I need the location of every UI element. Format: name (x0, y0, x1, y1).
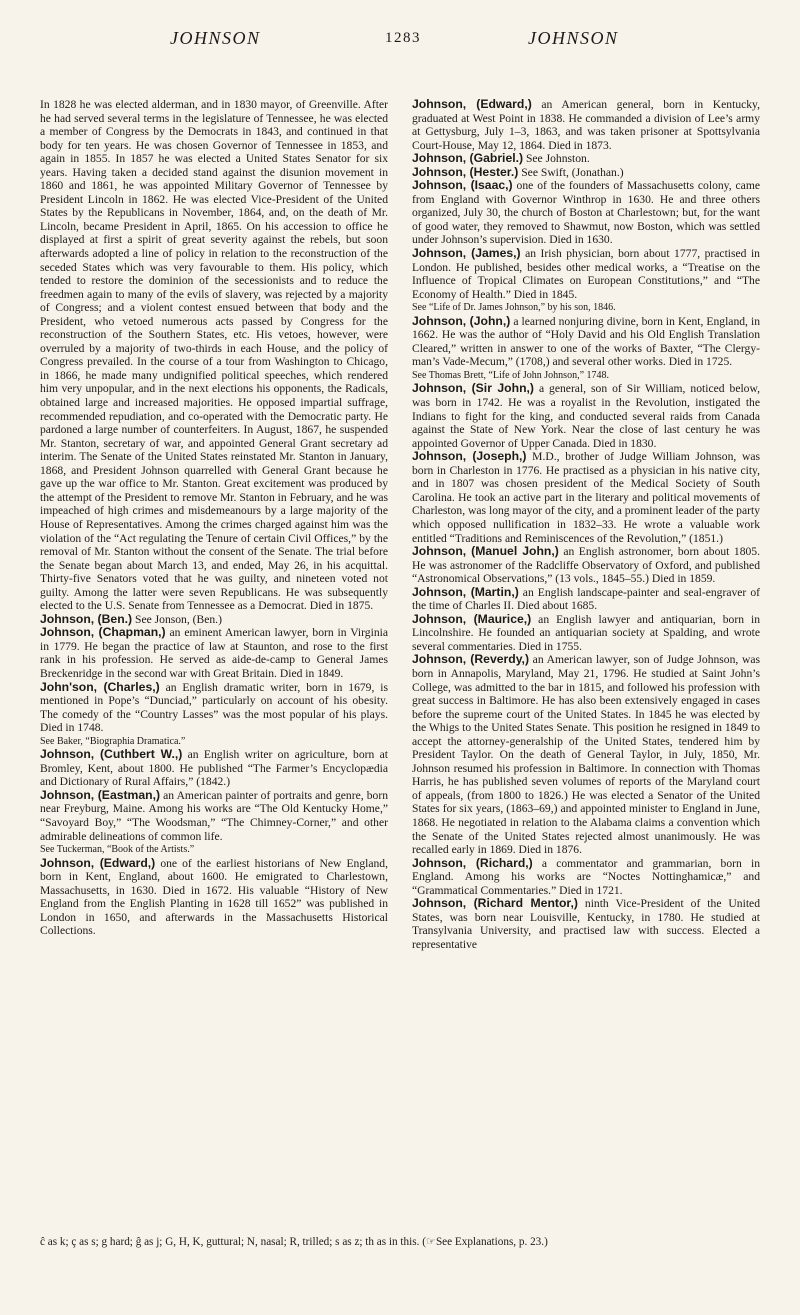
dictionary-entry (412, 179, 760, 247)
reference-note: See Tuckerman, “Book of the Artists.” (40, 844, 195, 856)
entry-text: See Swift, (Jonathan.) (518, 165, 624, 179)
dictionary-entry (412, 166, 760, 180)
entry-text: one of the earliest historians of New England, born in Kent, England, about 1600. He emigrated to Charlestown, Massachusetts, in 1630. Died in 1672. His valuable “History of New England from the English Planting in 1628 till 1652” was published in London in 1650, and afterwards in the Massachusetts Historical Collections. (40, 856, 389, 938)
entry-text: a general, son of Sir William, noticed below, was born in 1742. He was a royalist in the Revolution, instigated the Indians to fight for the king, and conducted several raids from Canada against the State of New York. Near the close of last century he was appointed Governor of Upper Canada. Died in 1830. (412, 382, 761, 450)
reference-note: See Thomas Brett, “Life of John Johnson,” 1748. (412, 369, 610, 381)
entry-headword: Johnson, (Sir John,) (412, 381, 534, 396)
dictionary-entry (412, 586, 760, 613)
dictionary-entry (412, 613, 760, 654)
entry-text: an English writer on agriculture, born at Bromley, Kent, about 1800. He published “The Farmer’s Encyclopædia and Dictionary of Rural Affairs,” (1842.) (40, 748, 388, 789)
reference-note: See “Life of Dr. James Johnson,” by his son, 1846. (412, 302, 616, 314)
entry-text: an American general, born in Kentucky, graduated at West Point in 1838. He commanded a division of Lee’s army at Gettysburg, July 1–3, 1863, and was taken prisoner at Spottsylvania Court-House, May 12, 1864. Died in 1873. (412, 98, 760, 152)
dictionary-entry (412, 315, 760, 369)
entry-headword: John'son, (Charles,) (40, 679, 160, 694)
dictionary-entry (412, 382, 760, 450)
entry-text: an eminent American lawyer, born in Virginia in 1779. He began the practice of law at Staunton, and rose to the first rank in his profession. He served as aide-de-camp to General James Breckenridge in the second war with Great Britain. Died in 1849. (40, 626, 388, 680)
entry-headword: Johnson, (Maurice,) (412, 611, 532, 626)
entry-headword: Johnson, (John,) (412, 313, 511, 328)
entry-text: one of the founders of Massachusetts colony, came from England with Governor Winthrop in 1630. He and three others organized, July 30, the church of Boston at Charlestown; but, for the want of good water, they removed to Shawmut, now Boston, which was settled under Johnson’s supervision. Died in 1630. (412, 179, 760, 247)
entry-text: a learned nonjuring divine, born in Kent, England, in 1662. He was the author of “Holy David and his Old English Translation Cleared,” written in answer to one of the works of Baxter, “The Clergy-man’s Vade-Mecum,” (1708,) and several other works. Died in 1725. (412, 314, 760, 369)
pronunciation-key-text: ĉ as k; ç as s; g hard; ĝ as j; G, H, K, guttural; N, nasal; R, trilled; s as z; th as in this. (40, 1236, 420, 1248)
dictionary-entry (412, 450, 760, 545)
dictionary-entry (40, 626, 388, 680)
explanations-note: (☞See Explanations, p. 23.) (422, 1236, 548, 1248)
dictionary-entry (412, 247, 760, 301)
entry-headword: Johnson, (Chapman,) (40, 625, 166, 640)
entry-text: an English dramatic writer, born in 1679, is mentioned in Pope’s “Dunciad,” particularly on account of his obesity. The comedy of the “Country Lasses” was the most popular of his plays. Died in 1748. (40, 680, 388, 735)
entry-headword: Johnson, (Joseph,) (412, 449, 527, 464)
entry-text: ninth Vice-President of the United States, was born near Louisville, Kentucky, in 1780. He studied at Transylvania University, and practised law with success. Elected a representative (412, 897, 760, 951)
entry-headword: Johnson, (Edward,) (412, 97, 532, 111)
entry-text: See Johnston. (523, 152, 590, 166)
entry-headword: Johnson, (James,) (412, 246, 521, 261)
entry-headword: Johnson, (Reverdy,) (412, 652, 530, 667)
entry-text: an Irish physician, born about 1777, practised in London. He published, besides other medical works, a “Treatise on the Influence of Tropical Climates on European Constitutions,” and “The Economy of Health.” Died in 1845. (412, 247, 760, 301)
page-number: 1283 (385, 30, 421, 46)
entry-headword: Johnson, (Manuel John,) (412, 544, 559, 559)
entry-text: an English lawyer and antiquarian, born in Lincolnshire. He founded an antiquarian society at Spalding, and wrote several commentaries. Died in 1755. (412, 612, 760, 653)
dictionary-entry (40, 857, 388, 938)
dictionary-entry (412, 897, 760, 951)
entry-headword: Johnson, (Richard,) (412, 855, 533, 870)
dictionary-entry (40, 748, 388, 789)
entry-text: See Jonson, (Ben.) (132, 612, 222, 626)
entry-headword: Johnson, (Ben.) (40, 611, 133, 626)
dictionary-entry (40, 789, 388, 843)
entry-text: a commentator and grammarian, born in England. Among his works are “Noctes Nottinghamicæ,” and “Grammatical Commentaries.” Died in 1721. (412, 856, 761, 897)
entry-headword: Johnson, (Cuthbert W.,) (40, 747, 183, 762)
reference-note: See Baker, “Biographia Dramatica.” (40, 735, 186, 747)
right-column (412, 98, 760, 951)
entry-headword: Johnson, (Isaac,) (412, 178, 513, 193)
entry-headword: Johnson, (Eastman,) (40, 787, 161, 802)
entry-headword: Johnson, (Edward,) (40, 855, 156, 870)
dictionary-entry (412, 152, 760, 166)
text-columns (40, 98, 760, 951)
dictionary-entry (412, 545, 760, 586)
entry-text: M.D., brother of Judge William Johnson, was born in Charleston in 1776. He practised as a physician in his native city, and in 1807 was chosen president of the Medical Society of South Carolina. He took an active part in the literary and political movements of Charleston, was long mayor of the city, and a prominent leader of the party which opposed nullification in 1832–33. He wrote a valuable work entitled “Traditions and Reminiscences of the Revolution,” (1851.) (412, 450, 760, 545)
entry-headword: Johnson, (Hester.) (412, 164, 519, 179)
entry-text: an American painter of portraits and genre, born near Freyburg, Maine. Among his works are “The Old Kentucky Home,” “Savoyard Boy,” “The Woodsman,” “The Chimney-Corner,” and other admirable delineations of common life. (40, 788, 388, 843)
entry-headword: Johnson, (Richard Mentor,) (412, 896, 578, 911)
dictionary-entry (412, 857, 760, 898)
entry-text: an English landscape-painter and seal-engraver of the time of Charles II. Died about 1685. (412, 585, 760, 613)
header-left-word: JOHNSON (170, 28, 261, 48)
dictionary-entry (412, 653, 760, 856)
entry-headword: Johnson, (Gabriel.) (412, 151, 524, 166)
running-head (0, 28, 800, 58)
entry-headword: Johnson, (Martin,) (412, 584, 519, 599)
dictionary-entry (40, 613, 388, 627)
entry-text: an English astronomer, born about 1805. He was astronomer of the Radcliffe Observatory of Oxford, and published “Astronomical Observations,” (13 vols., 1845–55.) Died in 1859. (412, 545, 760, 586)
entry-text: In 1828 he was elected alderman, and in 1830 mayor, of Greenville. After he had served several terms in the legislature of Tennessee, he was elected a member of Congress by the Democrats in 1843, and continued in that body for ten years. He was chosen Governor of Tennessee in 1853, and again in 1855. In 1857 he was elected a United States Senator for six years. Having taken a decided stand against the disunion movement in 1860 and 1861, he was appointed Military Governor of Tennessee by President Lincoln in 1862. He was elected Vice-President of the United States by the Republicans in November, 1864, and, on the death of Mr. Lincoln, became President in April, 1865. On his accession to office he displayed at first a spirit of great severity against the rebels, but soon afterwards adopted a line of policy in relation to the reconstruction of the seceded States which was very favourable to them. His policy, which tended to restore the dominion of the secessionists and to reduce the freedmen again to many of the evils of slavery, was rejected by a majority of Congress; and a violent contest ensued between that body and the President, who vetoed numerous acts passed by Congress for the reconstruction of the Southern States, etc. His vetoes, however, were overruled by a majority of two-thirds in each House, and the policy of Congress prevailed. In the course of a tour from Washington to Chicago, in 1866, he made many undignified political speeches, which rendered him very unpopular, and in the next elections his opponents, the Radicals, obtained large and increased majorities. He opposed impartial suffrage, recommended repudiation, and co-operated with the Democratic party. He pardoned a large number of counterfeiters. In August, 1867, he suspended Mr. Stanton, secretary of war, and appointed General Grant secretary ad interim. The Senate of the United States reinstated Mr. Stanton in January, 1868, and President Johnson quarrelled with General Grant because he gave up the war office to Mr. Stanton. Great excitement was produced by the attempt of the President to remove Mr. Stanton in February, and he was impeached of high crimes and misdemeanours by a large majority of the House of Representatives. Among the crimes charged against him was the violation of the “Act regulating the Tenure of certain Civil Offices,” by the removal of Mr. Stanton without the consent of the Senate. The trial before the Senate began about March 13, and ended, May 26, in his acquittal. Thirty-five Senators voted that he was guilty, and nineteen voted not guilty. Among the latter were seven Republicans. He was subsequently elected to the U.S. Senate from Tennessee as a Democrat. Died in 1875. (40, 98, 388, 613)
dictionary-entry (412, 98, 760, 152)
entry-text: an American lawyer, son of Judge Johnson, was born in Annapolis, Maryland, May 21, 1796. He studied at Saint John’s College, was admitted to the bar in 1815, and followed his profession with great success in Baltimore. He has also been extensively engaged in cases before the supreme court of the United States. In 1845 he was elected by the Whigs to the United States Senate. This position he resigned in 1849 to accept the attorney-generalship of the United States, tendered him by President Taylor. On the death of General Taylor, in July, 1850, Mr. Johnson resumed his profession in Baltimore. In connection with Thomas Harris, he has published seven volumes of reports of the Maryland court of appeals, (from 1800 to 1826.) He was elected a Senator of the United States for six years, (1863–69,) and appointed minister to England in June, 1868. He negotiated in relation to the Alabama claims a convention which the Senate of the United States rejected almost unanimously. He was recalled early in 1869. Died in 1876. (412, 653, 760, 857)
pronunciation-key (40, 1235, 760, 1248)
dictionary-entry (40, 681, 388, 735)
header-right-word: JOHNSON (528, 28, 619, 48)
left-column (40, 98, 388, 951)
dictionary-entry (40, 98, 388, 613)
